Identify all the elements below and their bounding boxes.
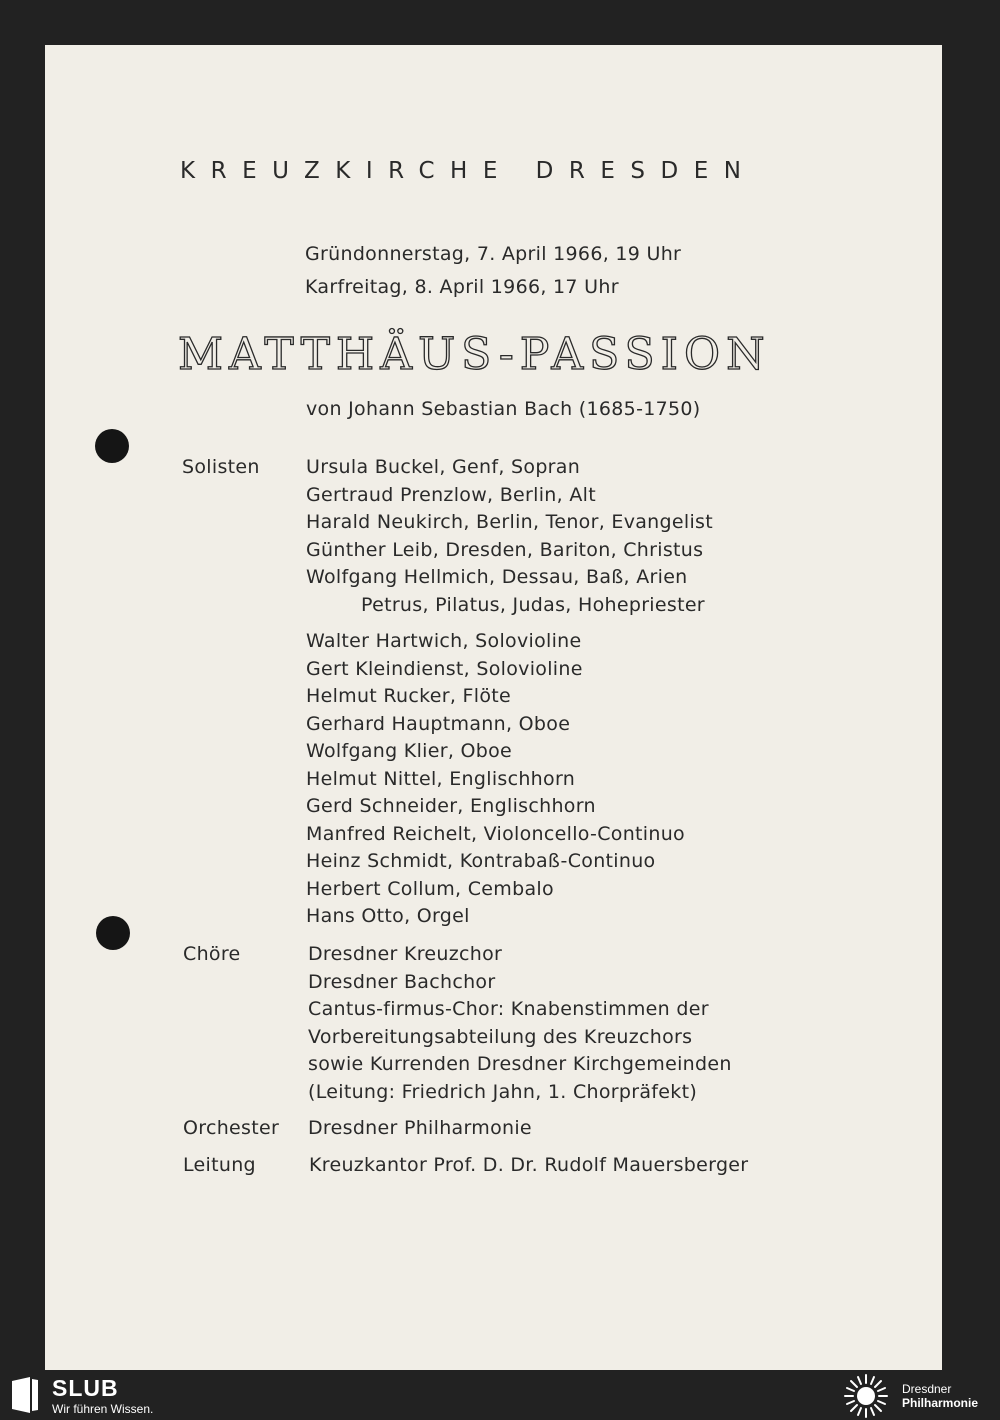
list-item: Wolfgang Klier, Oboe xyxy=(306,740,513,762)
list-item: Gert Kleindienst, Solovioline xyxy=(306,657,583,680)
list-item: Gerhard Hauptmann, Oboe xyxy=(306,712,571,735)
list-item: Vorbereitungsabteilung des Kreuzchors xyxy=(308,1025,693,1048)
date-line-2: Karfreitag, 8. April 1966, 17 Uhr xyxy=(305,276,619,298)
orchester-value: Dresdner Philharmonie xyxy=(308,1117,532,1139)
list-item: Ursula Buckel, Genf, Sopran xyxy=(306,456,581,478)
partner-name-line-1: Dresdner xyxy=(902,1382,952,1396)
list-item: Petrus, Pilatus, Judas, Hohepriester xyxy=(361,593,705,616)
leitung-value: Kreuzkantor Prof. D. Dr. Rudolf Mauersberger xyxy=(309,1154,749,1176)
punch-hole-top xyxy=(95,429,129,463)
list-item: sowie Kurrenden Dresdner Kirchgemeinden xyxy=(308,1053,732,1075)
section-label-leitung: Leitung xyxy=(183,1154,256,1176)
list-item: Helmut Rucker, Flöte xyxy=(306,685,512,707)
list-item: Dresdner Kreuzchor xyxy=(308,943,503,965)
punch-hole-bottom xyxy=(96,916,130,950)
list-item: Harald Neukirch, Berlin, Tenor, Evangelist xyxy=(306,511,713,533)
dresdner-philharmonie-logo-icon xyxy=(842,1372,890,1420)
partner-name-line-2: Philharmonie xyxy=(902,1396,979,1410)
section-label-orchester: Orchester xyxy=(183,1117,280,1139)
list-item: Manfred Reichelt, Violoncello-Continuo xyxy=(306,822,685,845)
list-item: Walter Hartwich, Solovioline xyxy=(306,630,582,652)
list-item: Gertraud Prenzlow, Berlin, Alt xyxy=(306,483,596,506)
list-item: Hans Otto, Orgel xyxy=(306,905,470,927)
section-label-solisten: Solisten xyxy=(182,456,260,478)
section-label-choere: Chöre xyxy=(183,943,241,965)
composer-line: von Johann Sebastian Bach (1685-1750) xyxy=(306,398,701,420)
list-item: Gerd Schneider, Englischhorn xyxy=(306,795,596,817)
list-item: Wolfgang Hellmich, Dessau, Baß, Arien xyxy=(306,566,688,588)
footer-bar xyxy=(0,1370,1000,1420)
list-item: Heinz Schmidt, Kontrabaß-Continuo xyxy=(306,850,656,872)
list-item: Dresdner Bachchor xyxy=(308,970,496,993)
work-title: MATTHÄUS-PASSION xyxy=(178,329,771,380)
list-item: Helmut Nittel, Englischhorn xyxy=(306,767,576,790)
list-item: Günther Leib, Dresden, Bariton, Christus xyxy=(306,538,704,561)
slub-name: SLUB xyxy=(52,1375,119,1401)
venue-heading: KREUZKIRCHE DRESDEN xyxy=(180,158,757,184)
slub-logo-icon xyxy=(12,1377,38,1413)
list-item: (Leitung: Friedrich Jahn, 1. Chorpräfekt) xyxy=(308,1080,698,1103)
list-item: Herbert Collum, Cembalo xyxy=(306,877,554,900)
list-item: Cantus-firmus-Chor: Knabenstimmen der xyxy=(308,998,709,1020)
date-line-1: Gründonnerstag, 7. April 1966, 19 Uhr xyxy=(305,243,682,265)
slub-tagline: Wir führen Wissen. xyxy=(52,1402,154,1416)
